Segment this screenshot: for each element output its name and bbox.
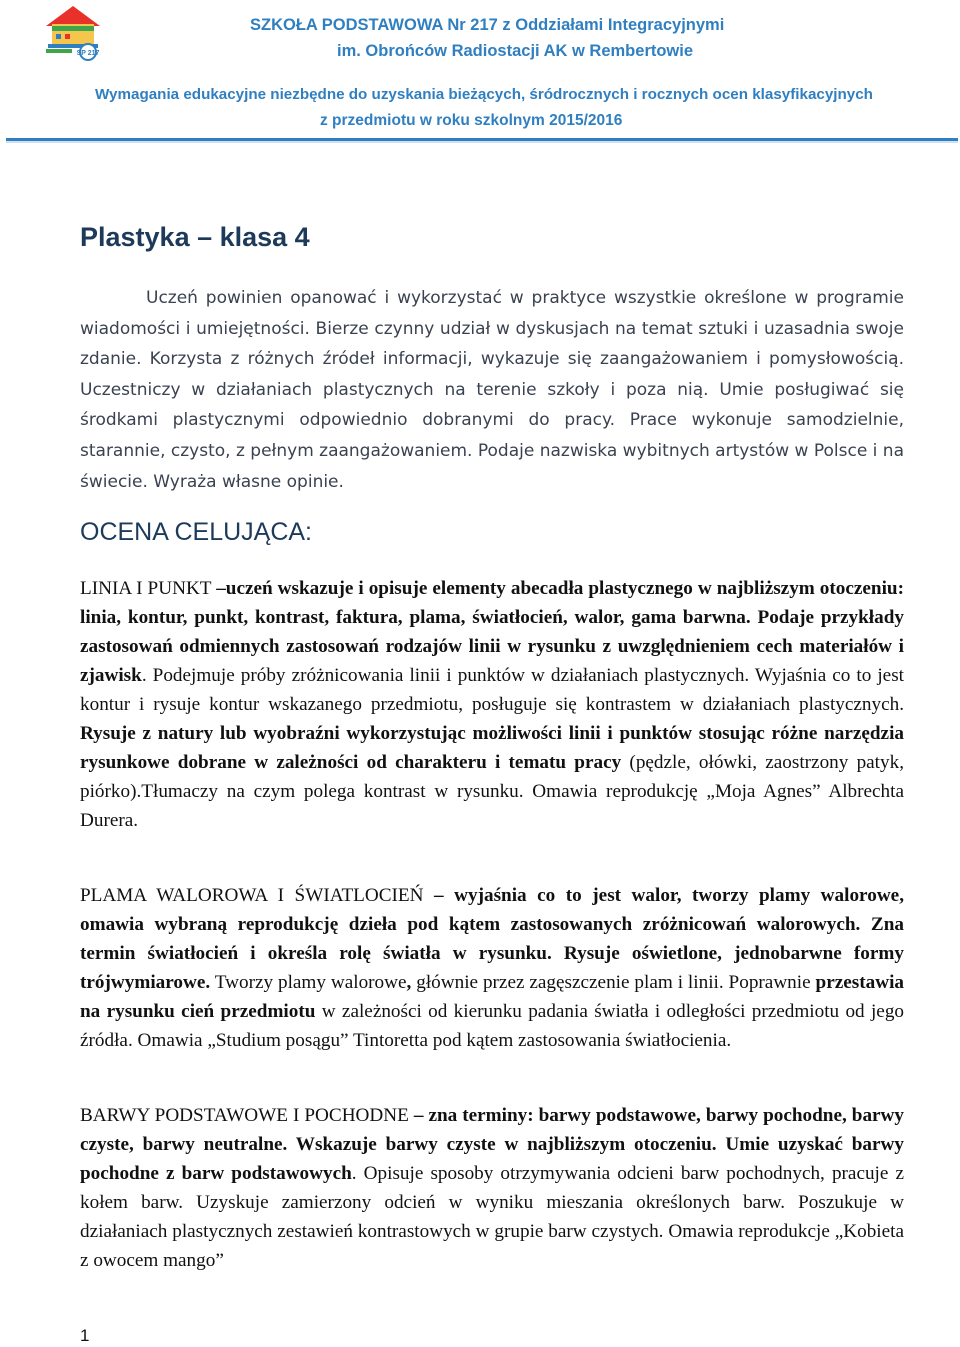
school-name-line2: im. Obrońców Radiostacji AK w Rembertowie (337, 42, 694, 60)
section-text-bold: , (406, 972, 412, 993)
section-heading: BARWY PODSTAWOWE I POCHODNE (80, 1105, 414, 1126)
school-name-line1: SZKOŁA PODSTAWOWA Nr 217 z Oddziałami Integracyjnymi (250, 16, 725, 34)
section-text: (pędzle, ołówki, zaostrzony patyk, piórko).Tłumaczy na czym polega kontrast w rysunku. Omawia reprodukcję „Moja Agnes” Albrechta Durera. (80, 752, 904, 831)
grade-heading: OCENA CELUJĄCA: (80, 518, 313, 546)
intro-paragraph: Uczeń powinien opanować i wykorzystać w praktyce wszystkie określone w programie wiadomości i umiejętności. Bierze czynny udział w dyskusjach na temat sztuki i uzasadnia swoje zdanie. Korzysta z różnych źródeł informacji, wykazuje się zaangażowaniem i pomysłowością. Uczestniczy w działaniach plastycznych na terenie szkoły i poza nią. Umie posługiwać się środkami plastycznymi odpowiednio dobranymi do pracy. Prace wykonuje samodzielnie, starannie, czysto, z pełnym zaangażowaniem. Podaje nazwiska wybitnych artystów w Polsce i na świecie. Wyraża własne opinie. (80, 288, 905, 492)
requirements-line2: z przedmiotu w roku szkolnym 2015/2016 (320, 112, 623, 129)
requirements-line1: Wymagania edukacyjne niezbędne do uzyskania bieżących, śródrocznych i rocznych ocen klasyfikacyjnych (95, 86, 873, 103)
section-text: w zależności od kierunku padania światła i odległości przedmiotu od jego źródła. Omawia „Studium posągu” Tintoretta pod kątem zastosowania światłocienia. (80, 1001, 905, 1051)
section-text: . Opisuje sposoby otrzymywania odcieni barw pochodnych, pracuje z kołem barw. Uzyskuje zamierzony odcień w wyniku mieszania określonych barw. Poszukuje w działaniach plastycznych zestawień kontrastowych w grupie barw czystych. Omawia reprodukcje „Kobieta z owocem mango” (80, 1163, 904, 1271)
section-text-bold: – wyjaśnia co to jest walor, tworzy plamy walorowe, omawia wybraną reprodukcję dzieła pod kątem zastosowanych zróżnicowań walorowych. Zna termin światłocień i określa rolę światła w rysunku. Rysuje oświetlone, jednobarwne formy trójwymiarowe. (80, 885, 904, 993)
section-text: Tworzy plamy walorowe (210, 972, 407, 993)
section-text-bold: – zna terminy: barwy podstawowe, barwy pochodne, barwy czyste, barwy neutralne. Wskazuje barwy czyste w najbliższym otoczeniu. Umie uzyskać barwy pochodne z barw podstawowych (80, 1105, 904, 1184)
section-text: głównie przez zagęszczenie plam i linii. Poprawnie (411, 972, 816, 993)
page-number: 1 (80, 1326, 90, 1345)
section-text: . Podejmuje próby zróżnicowania linii i punktów w działaniach plastycznych. Wyjaśnia co to jest kontur i rysuje kontur wskazanego przedmiotu, posługuje się kontrastem w działaniach plastycznych. (80, 665, 904, 715)
section-text-bold: Rysuje z natury lub wyobraźni wykorzystując możliwości linii i punktów stosując różne narzędzia rysunkowe dobrane w zależności od charakteru i tematu pracy (80, 723, 904, 773)
section-text-bold: przestawia na rysunku cień przedmiotu (80, 972, 904, 1022)
header-divider-shadow (6, 141, 958, 143)
page-title: Plastyka – klasa 4 (80, 222, 310, 252)
school-logo-icon (42, 4, 104, 62)
section-value-and-chiaroscuro (80, 881, 904, 1055)
section-heading: LINIA I PUNKT (80, 578, 217, 599)
section-text-bold: –uczeń wskazuje i opisuje elementy abecadła plastycznego w najbliższym otoczeniu: linia, kontur, punkt, kontrast, faktura, plama, światłocień, walor, gama barwna. Podaje przykłady zastosowań odmiennych zastosowań rodzajów linii w rysunku z uwzględnieniem cech materiałów i zjawisk (80, 578, 904, 686)
section-heading: PLAMA WALOROWA I ŚWIATLOCIEŃ (80, 885, 435, 906)
section-line-and-point (80, 574, 904, 835)
section-colors (80, 1101, 904, 1275)
logo-text: SP 217 (76, 50, 100, 57)
